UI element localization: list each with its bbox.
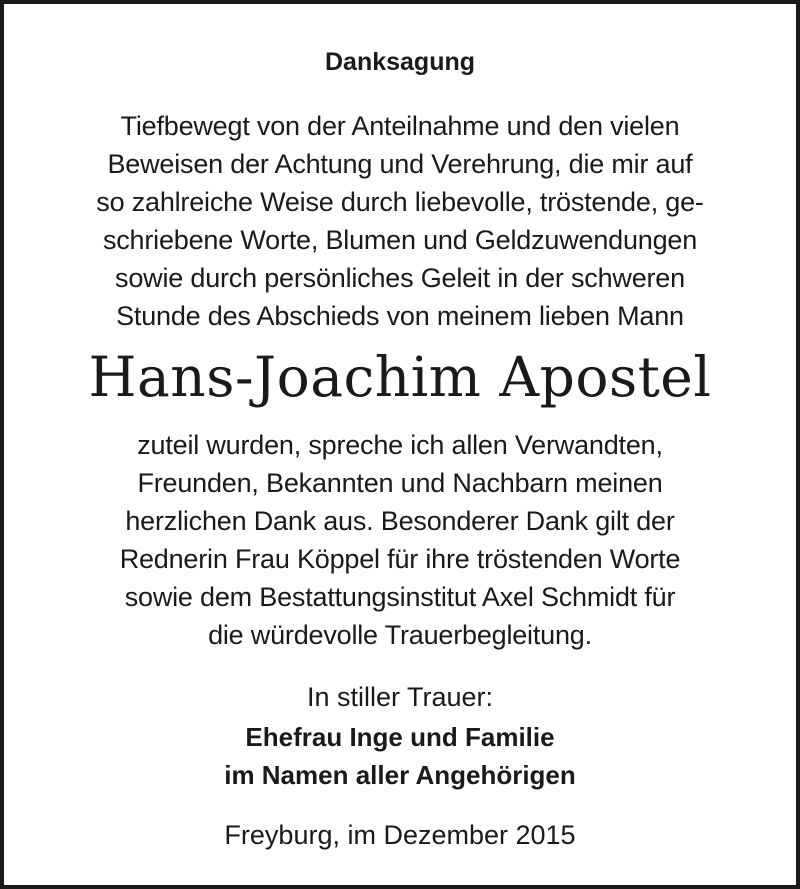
deceased-name: Hans-Joachim Apostel	[88, 345, 712, 409]
intro-line: so zahlreiche Weise durch liebevolle, tröstende, ge-	[96, 187, 704, 217]
thanks-line: sowie dem Bestattungsinstitut Axel Schmidt für	[124, 582, 676, 612]
intro-line: schriebene Worte, Blumen und Geldzuwendungen	[102, 225, 698, 255]
intro-paragraph	[4, 107, 796, 335]
signatory-line: Ehefrau Inge und Familie	[245, 722, 555, 752]
intro-line: Stunde des Abschieds von meinem lieben Mann	[116, 301, 684, 331]
thanks-line: herzlichen Dank aus. Besonderer Dank gilt der	[125, 506, 675, 536]
closing-label: In stiller Trauer:	[306, 682, 494, 712]
place-and-date: Freyburg, im Dezember 2015	[224, 820, 576, 850]
thanks-line: zuteil wurden, spreche ich allen Verwandten,	[137, 430, 663, 460]
intro-line: sowie durch persönliches Geleit in der schweren	[115, 263, 685, 293]
thanks-line: Freunden, Bekannten und Nachbarn meinen	[137, 468, 663, 498]
intro-line: Tiefbewegt von der Anteilnahme und den vielen	[120, 111, 680, 141]
notice-heading: Danksagung	[324, 48, 476, 76]
intro-line: Beweisen der Achtung und Verehrung, die mir auf	[107, 149, 693, 179]
thanks-paragraph	[4, 426, 796, 654]
thanks-line: die würdevolle Trauerbegleitung.	[208, 620, 592, 650]
thanks-line: Rednerin Frau Köppel für ihre tröstenden Worte	[119, 544, 681, 574]
signatory-line: im Namen aller Angehörigen	[224, 760, 576, 790]
